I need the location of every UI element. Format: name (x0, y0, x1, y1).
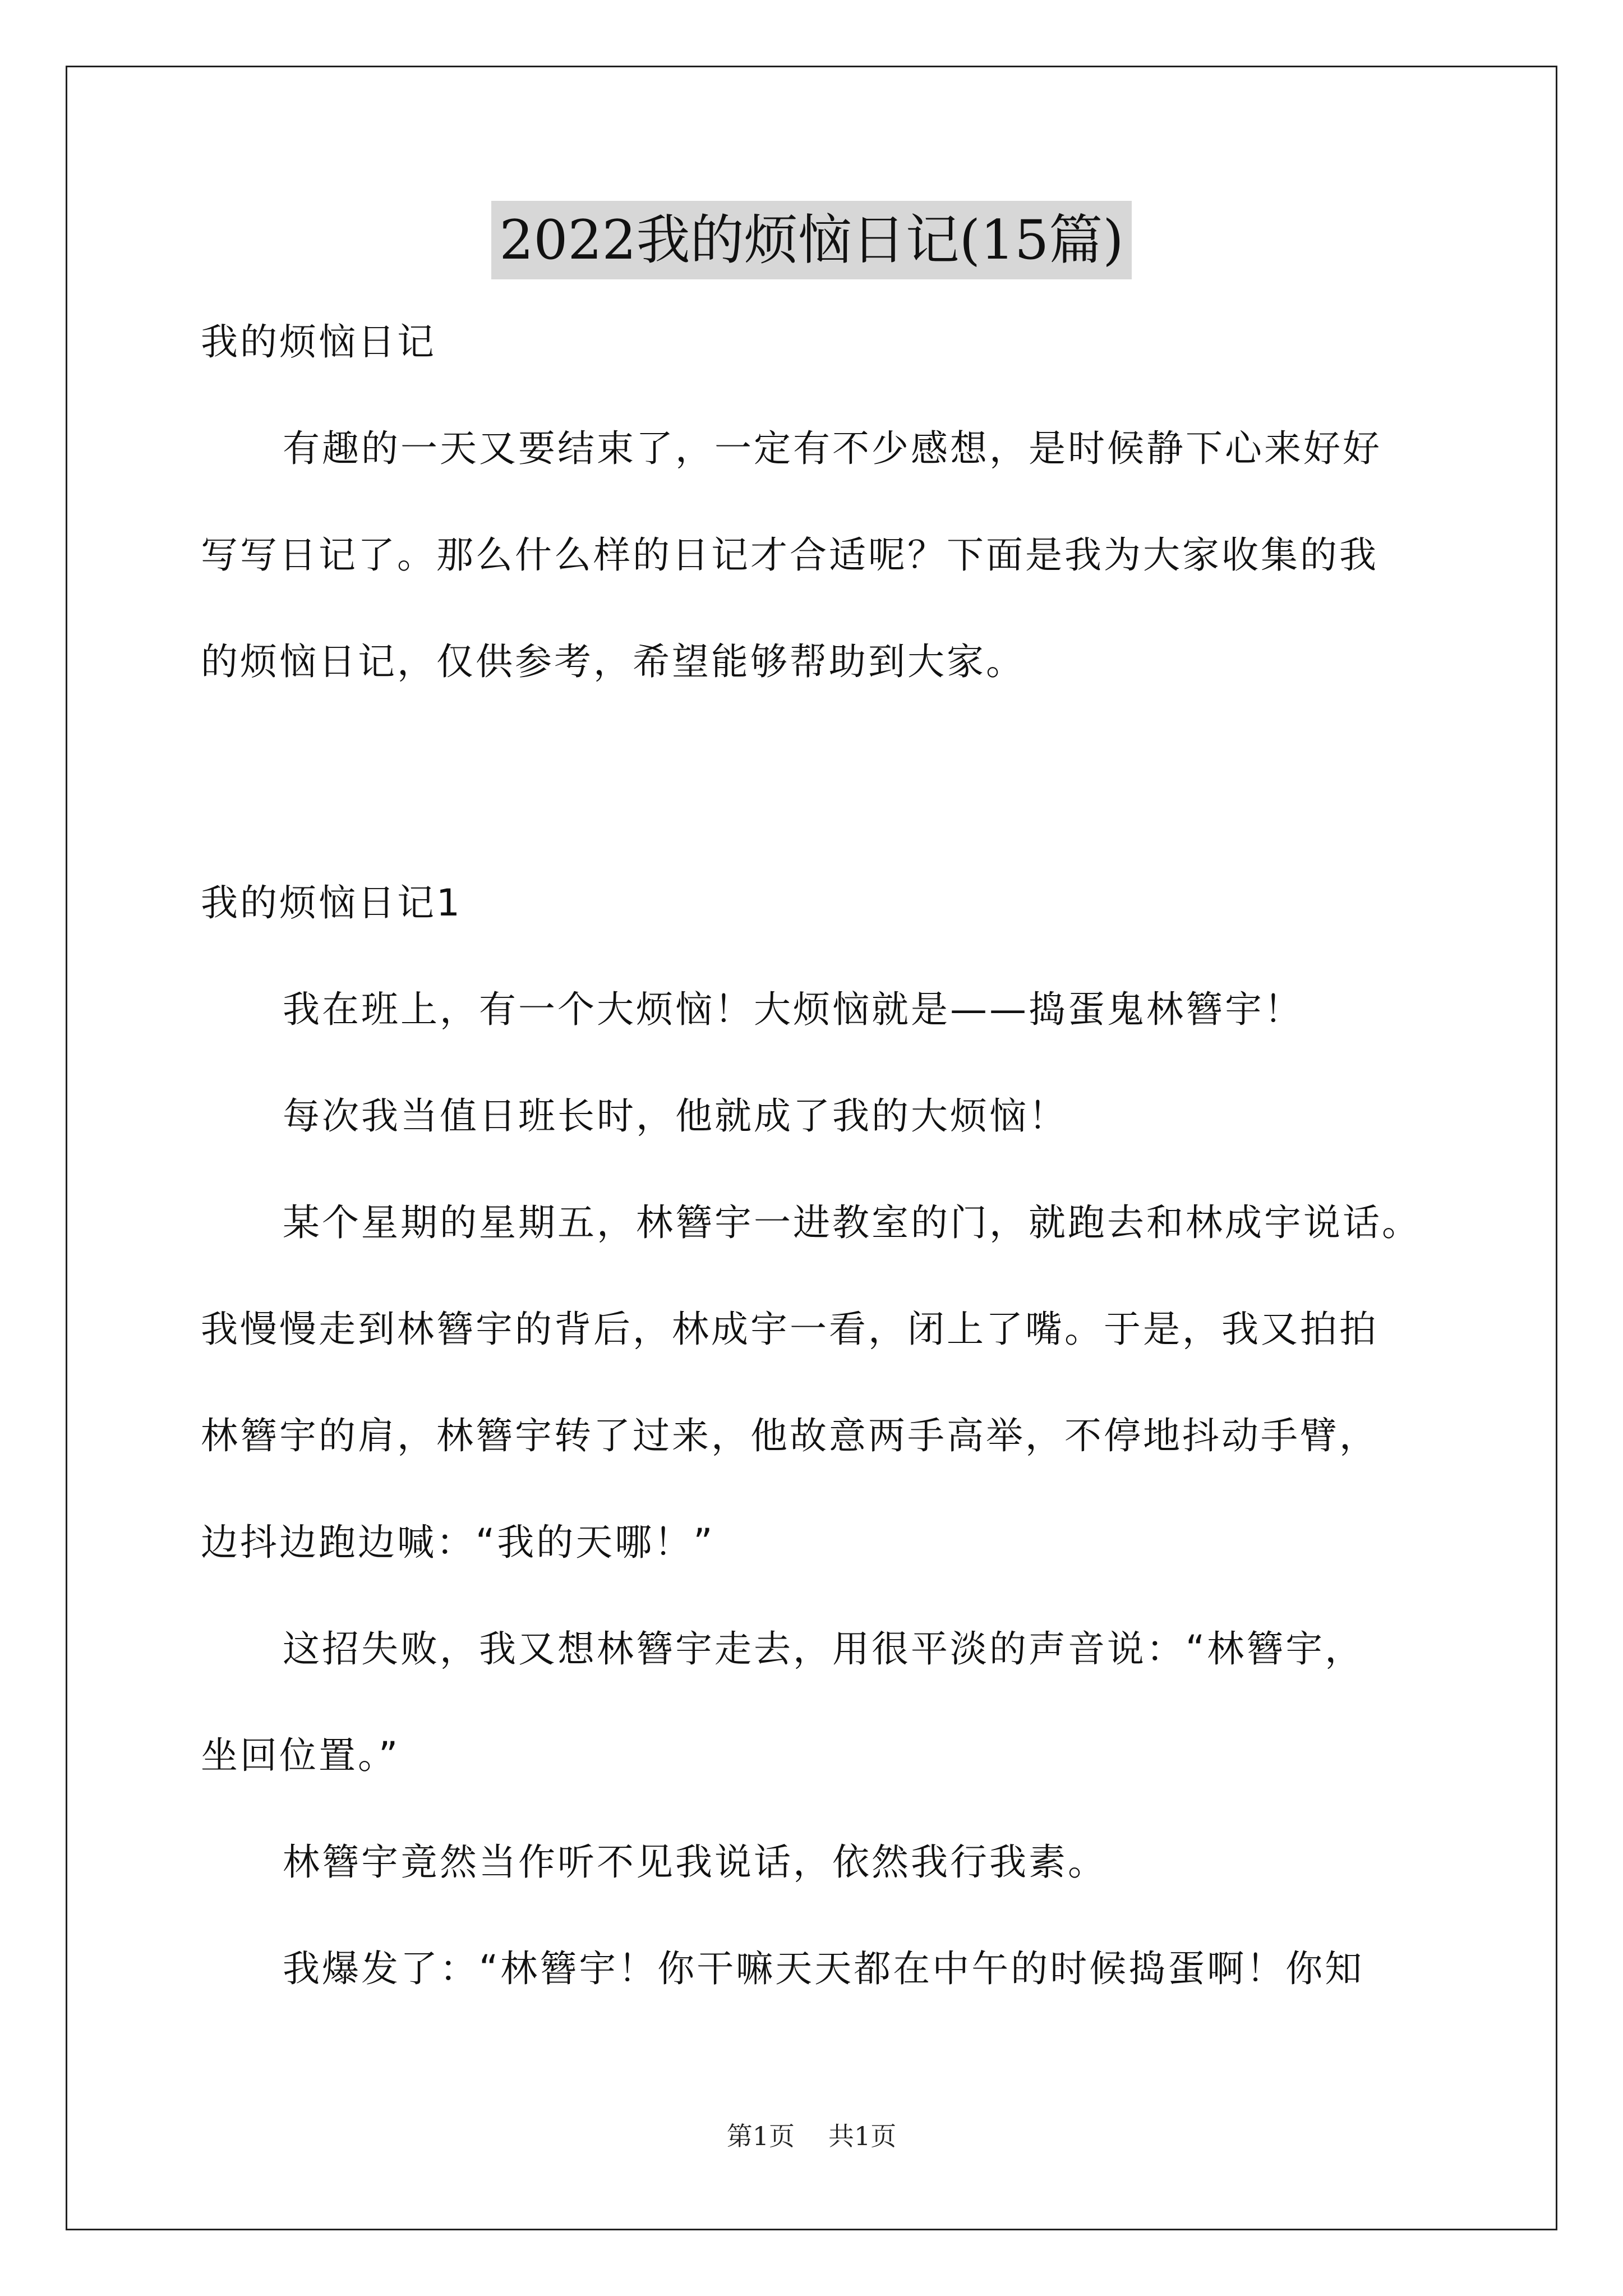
body-line: 我慢慢走到林簪宇的背后，林成宇一看，闭上了嘴。于是，我又拍拍 (201, 1308, 1378, 1351)
section-heading-intro: 我的烦恼日记 (201, 320, 436, 364)
body-line: 坐回位置。” (201, 1734, 400, 1777)
document-title: 2022我的烦恼日记(15篇) (491, 201, 1131, 279)
body-line: 我爆发了：“林簪宇！你干嘛天天都在中午的时候捣蛋啊！你知 (283, 1947, 1364, 1990)
body-line: 林簪宇竟然当作听不见我说话，依然我行我素。 (283, 1841, 1107, 1884)
body-line: 写写日记了。那么什么样的日记才合适呢？下面是我为大家收集的我 (201, 533, 1378, 577)
body-line: 林簪宇的肩，林簪宇转了过来，他故意两手高举，不停地抖动手臂， (201, 1414, 1378, 1457)
body-line: 有趣的一天又要结束了，一定有不少感想，是时候静下心来好好 (283, 427, 1382, 470)
body-line: 某个星期的星期五，林簪宇一进教室的门，就跑去和林成宇说话。 (283, 1201, 1421, 1244)
page-total: 共1页 (828, 2121, 897, 2151)
body-line: 的烦恼日记，仅供参考，希望能够帮助到大家。 (201, 640, 1025, 683)
body-line: 这招失败，我又想林簪宇走去，用很平淡的声音说：“林簪宇， (283, 1627, 1364, 1671)
body-line: 每次我当值日班长时，他就成了我的大烦恼！ (283, 1094, 1068, 1138)
body-line: 我在班上，有一个大烦恼！大烦恼就是——捣蛋鬼林簪宇！ (283, 988, 1303, 1031)
title-container (0, 201, 1623, 279)
section-heading-diary-1: 我的烦恼日记1 (201, 881, 462, 924)
page-footer (0, 2119, 1623, 2153)
body-line: 边抖边跑边喊：“我的天哪！” (201, 1521, 715, 1564)
page-border (66, 66, 1557, 2230)
page-number: 第1页 (726, 2121, 795, 2151)
